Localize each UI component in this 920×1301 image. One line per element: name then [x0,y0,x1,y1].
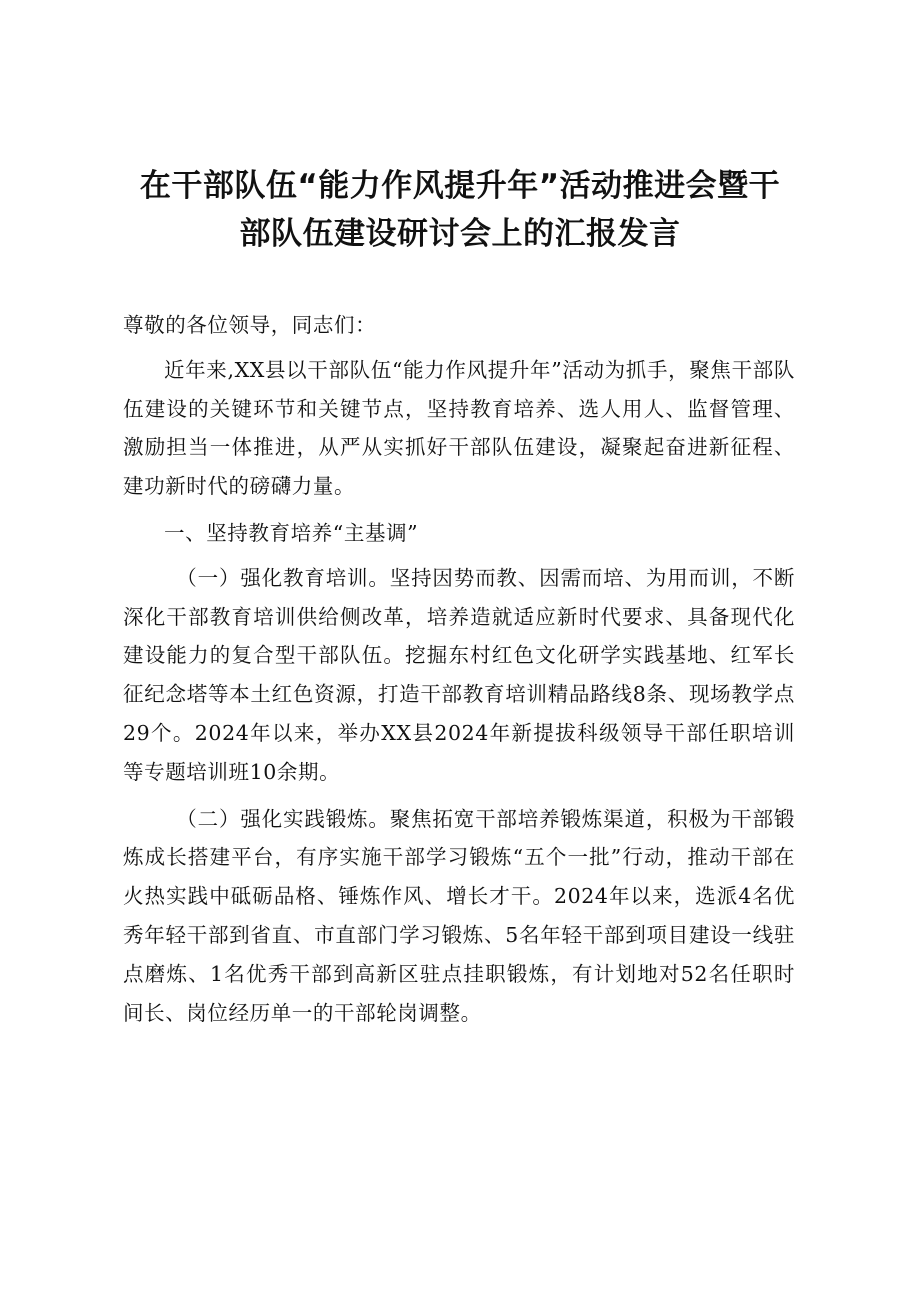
subsection-paragraph-2: （二）强化实践锻炼。聚焦拓宽干部培养锻炼渠道，积极为干部锻炼成长搭建平台，有序实施干部学习锻炼“五个一批”行动，推动干部在火热实践中砥砺品格、锤炼作风、增长才干。2024年以来，选派4名优秀年轻干部到省直、市直部门学习锻炼、5名年轻干部到项目建设一线驻点磨炼、1名优秀干部到高新区驻点挂职锻炼，有计划地对52名任职时间长、岗位经历单一的干部轮岗调整。 [123,806,795,1025]
intro-paragraph: 近年来,XX县以干部队伍“能力作风提升年”活动为抓手，聚焦干部队伍建设的关键环节和关键节点，坚持教育培养、选人用人、监督管理、激励担当一体推进，从严从实抓好干部队伍建设，凝聚起奋进新征程、建功新时代的磅礴力量。 [123,357,795,499]
title-line-2: 部队伍建设研讨会上的汇报发言 [239,216,681,252]
title-line-1: 在干部队伍“能力作风提升年”活动推进会暨干 [139,168,781,204]
document-body [123,306,795,1040]
document-title [100,162,820,258]
section-heading-1: 一、坚持教育培养“主基调” [164,520,419,545]
subsection-paragraph-1: （一）强化教育培训。坚持因势而教、因需而培、为用而训，不断深化干部教育培训供给侧改革，培养造就适应新时代要求、具备现代化建设能力的复合型干部队伍。挖掘东村红色文化研学实践基地、红军长征纪念塔等本土红色资源，打造干部教育培训精品路线8条、现场教学点29个。2024年以来，举办XX县2024年新提拔科级领导干部任职培训等专题培训班10余期。 [123,565,795,784]
salutation: 尊敬的各位领导，同志们： [123,313,377,337]
